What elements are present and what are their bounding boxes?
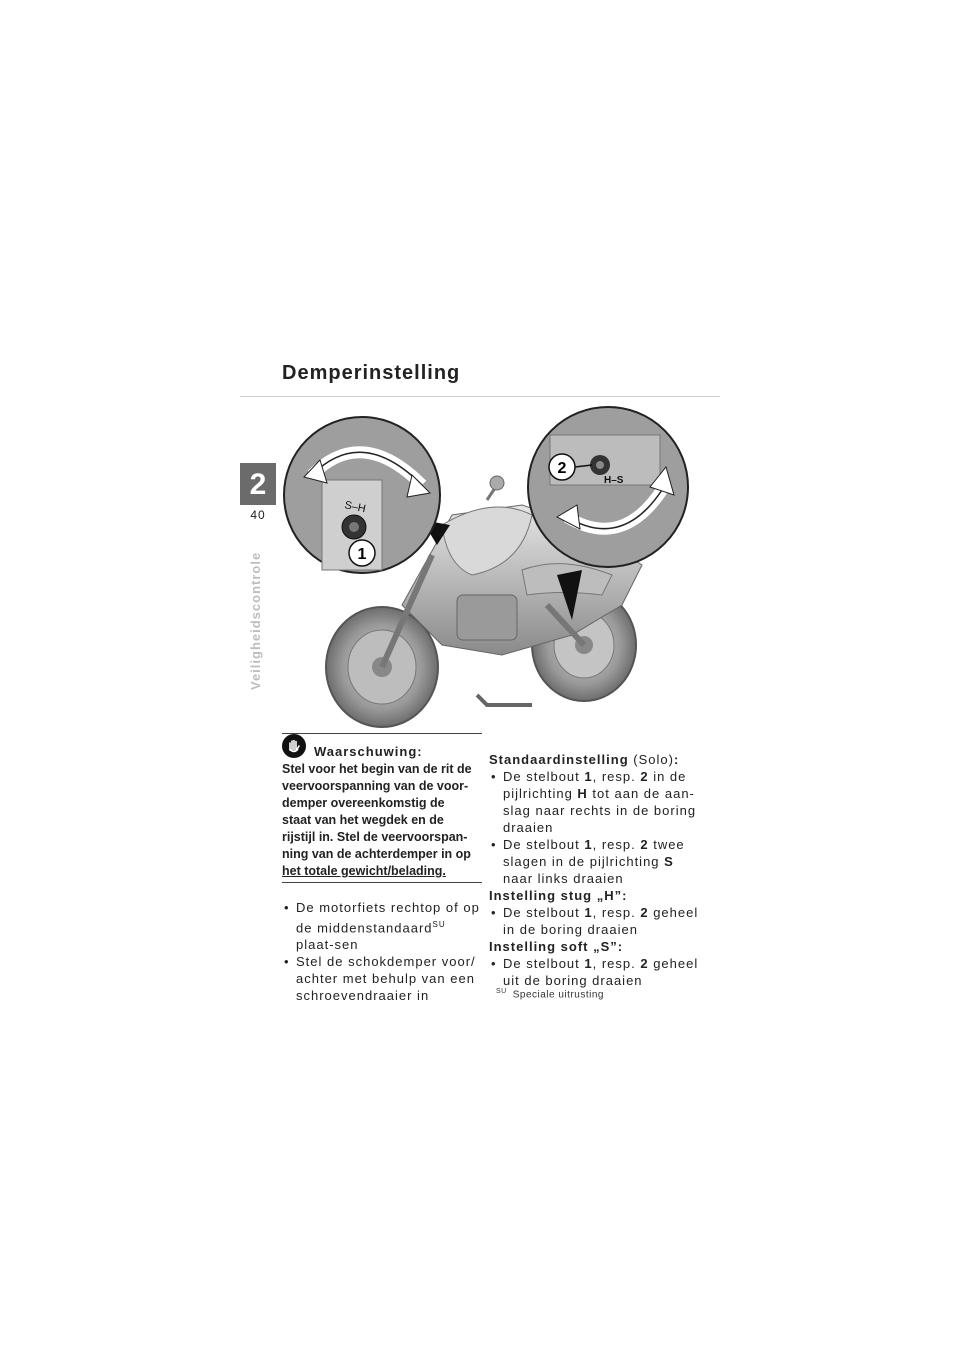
warning-bottom-rule bbox=[282, 882, 482, 883]
warning-line: het totale gewicht/belading. bbox=[282, 864, 446, 878]
title-divider bbox=[240, 396, 720, 397]
warning-line: veervoorspanning van de voor- bbox=[282, 779, 469, 793]
list-item: • De stelbout 1, resp. 2 twee slagen in de pijlrichting S naar links draaien bbox=[491, 837, 685, 886]
right-instruction-column bbox=[489, 751, 704, 989]
list-item: • De motorfiets rechtop of op de middenstandaard$^{SU}$ plaat-sen bbox=[284, 900, 480, 953]
list-item: • De stelbout 1, resp. 2 in de pijlrichting H tot aan de aan-slag naar rechts in de boring draaien bbox=[491, 769, 697, 835]
page-number: 40 bbox=[250, 508, 266, 522]
callout-1: 1 bbox=[357, 546, 367, 563]
stop-hand-icon bbox=[282, 734, 306, 758]
soft-setting-heading: Instelling soft „S”: bbox=[489, 939, 624, 954]
detail-circle-front bbox=[284, 417, 440, 573]
warning-line: ning van de achterdemper in op bbox=[282, 847, 471, 861]
warning-text bbox=[282, 761, 482, 880]
warning-line: staat van het wegdek en de bbox=[282, 813, 444, 827]
callout-2: 2 bbox=[557, 460, 567, 477]
stiff-setting-heading: Instelling stug „H”: bbox=[489, 888, 628, 903]
warning-heading: Waarschuwing: bbox=[314, 744, 423, 759]
footnote: $^{SU}$ Speciale uitrusting bbox=[496, 988, 604, 1001]
chapter-number: 2 bbox=[240, 463, 276, 505]
list-item: • Stel de schokdemper voor/ achter met behulp van een schroevendraaier in bbox=[284, 954, 476, 1004]
warning-line: demper overeenkomstig de bbox=[282, 796, 445, 810]
page-title: Demperinstelling bbox=[282, 362, 461, 384]
standard-setting-heading: Standaardinstelling (Solo): bbox=[489, 752, 680, 767]
warning-line: rijstijl in. Stel de veervoorspan- bbox=[282, 830, 468, 844]
mark-rear: H–S bbox=[604, 475, 624, 486]
warning-heading-row bbox=[282, 734, 482, 759]
detail-circle-rear bbox=[528, 407, 688, 567]
warning-line: Stel voor het begin van de rit de bbox=[282, 762, 472, 776]
motorcycle-damper-illustration bbox=[282, 405, 694, 730]
list-item: • De stelbout 1, resp. 2 geheel uit de boring draaien bbox=[491, 956, 699, 988]
list-item: • De stelbout 1, resp. 2 geheel in de boring draaien bbox=[491, 905, 699, 937]
mark-front: S–H bbox=[343, 499, 367, 516]
warning-block bbox=[282, 733, 482, 883]
left-instruction-list bbox=[282, 899, 487, 1004]
side-tab-label: Veiligheidscontrole bbox=[248, 551, 263, 690]
